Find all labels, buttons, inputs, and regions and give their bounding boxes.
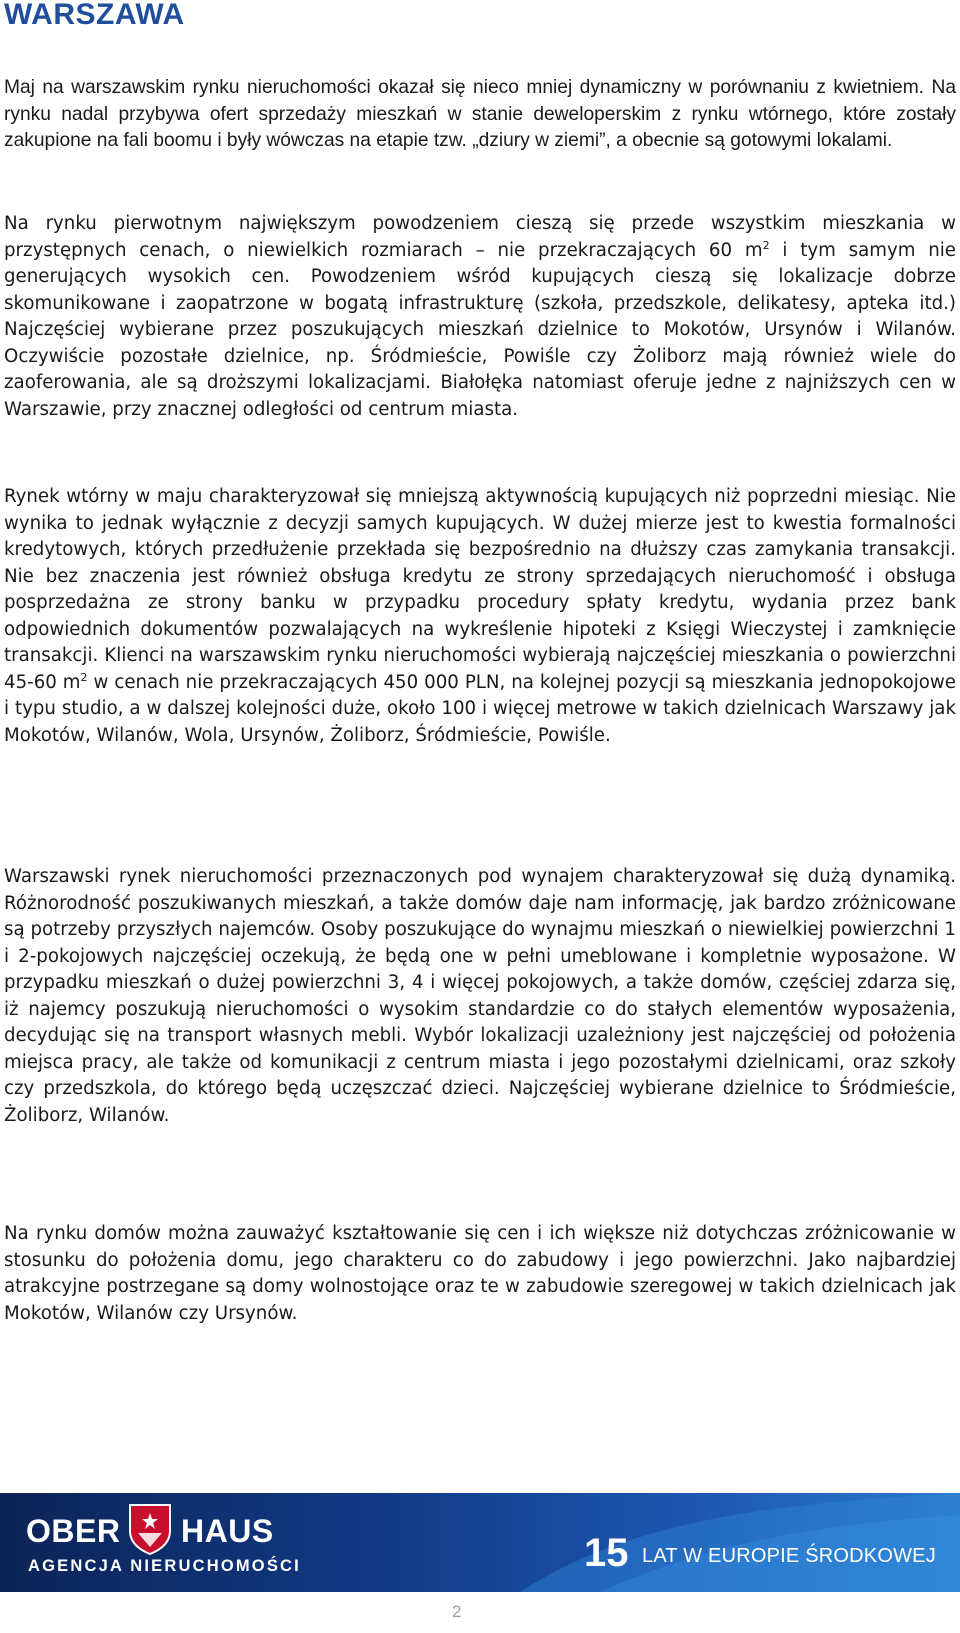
page-title: WARSZAWA <box>4 0 185 31</box>
paragraph-intro: Maj na warszawskim rynku nieruchomości okazał się nieco mniej dynamiczny w porównaniu z kwietniem. Na rynku nadal przybywa ofert sprzedaży mieszkań w stanie deweloperskim z rynku wtórnego, które zostały zakupione na fali boomu i były wówczas na etapie tzw. „dziury w ziemi”, a obecnie są gotowymi lokalami. <box>4 77 956 151</box>
agency-tagline: AGENCJA NIERUCHOMOŚCI <box>28 1557 301 1575</box>
paragraph-text: i tym samym nie generujących wysokich cen. Powodzeniem wśród kupujących cieszą się lokalizacje dobrze skomunikowane i zaopatrzone w bogatą infrastrukturę (szkoła, przedszkole, delikatesy, apteka itd.) Najczęściej wybierane przez poszukujących mieszkań dzielnice to Mokotów, Ursynów i Wilanów. Oczywiście pozostałe dzielnice, np. Śródmieście, Powiśle czy Żoliborz mają również wiele do zaoferowania, ale są droższymi lokalizacjami. Białołęka natomiast oferuje jedne z najniższych cen w Warszawie, przy znacznej odległości od centrum miasta. <box>4 239 956 420</box>
paragraph-primary-market <box>4 211 956 423</box>
years-number: 15 <box>584 1531 629 1575</box>
superscript: 2 <box>762 238 770 252</box>
footer-banner <box>0 1493 960 1592</box>
logo-text-ober: OBER <box>26 1513 121 1549</box>
crest-logo-icon <box>128 1503 172 1555</box>
paragraph-text: w cenach nie przekraczających 450 000 PLN, na kolejnej pozycji są mieszkania jednopokojowe i typu studio, a w dalszej kolejności duże, około 100 i więcej metrowe w takich dzielnicach Warszawy jak Mokotów, Wilanów, Wola, Ursynów, Żoliborz, Śródmieście, Powiśle. <box>4 671 956 746</box>
paragraph-text: Rynek wtórny w maju charakteryzował się mniejszą aktywnością kupujących niż poprzedni miesiąc. Nie wynika to jednak wyłącznie z decyzji samych kupujących. W dużej mierze jest to kwestia formalności kredytowych, których przedłużenie przekłada się bezpośrednio na dłuższy czas zamykania transakcji. Nie bez znaczenia jest również obsługa kredytu ze strony sprzedających nieruchomość i obsługa posprzedażna ze strony banku w przypadku procedury spłaty kredytu, wydania przez bank odpowiednich dokumentów pozwalających na wykreślenie hipoteki z Księgi Wieczystej i zamknięcie transakcji. Klienci na warszawskim rynku nieruchomości wybierają najczęściej mieszkania o powierzchni 45-60 m <box>4 486 956 693</box>
paragraph-rental-market: Warszawski rynek nieruchomości przeznaczonych pod wynajem charakteryzował się dużą dynamiką. Różnorodność poszukiwanych mieszkań, a także domów daje nam informację, jak bardzo zróżnicowane są potrzeby przyszłych najemców. Osoby poszukujące do wynajmu mieszkań o niewielkiej powierzchni 1 i 2-pokojowych najczęściej oczekują, że będą one w pełni umeblowane i kompletnie wyposażone. W przypadku mieszkań o dużej powierzchni 3, 4 i więcej pokojowych, a także domów, częściej zdarza się, iż najemcy poszukują nieruchomości o wysokim standardzie co do stałych elementów wyposażenia, decydując się na transport własnych mebli. Wybór lokalizacji uzależniony jest najczęściej od położenia miejsca pracy, ale także od komunikacji z centrum miasta i jego pozostałymi dzielnicami, oraz szkoły czy przedszkola, do którego będą uczęszczać dzieci. Najczęściej wybierane dzielnice to Śródmieście, Żoliborz, Wilanów. <box>4 866 956 1126</box>
paragraph-text: Na rynku pierwotnym największym powodzeniem cieszą się przede wszystkim mieszkania w przystępnych cenach, o niewielkich rozmiarach – nie przekraczających 60 m <box>4 213 956 261</box>
superscript: 2 <box>80 670 88 684</box>
years-tagline: LAT W EUROPIE ŚRODKOWEJ <box>642 1545 936 1567</box>
paragraph-houses-market: Na rynku domów można zauważyć kształtowanie się cen i ich większe niż dotychczas zróżnicowanie w stosunku do położenia domu, jego charakteru co do zabudowy i jego powierzchni. Jako najbardziej atrakcyjne postrzegane są domy wolnostojące oraz te w zabudowie szeregowej w takich dzielnicach jak Mokotów, Wilanów czy Ursynów. <box>4 1223 956 1324</box>
paragraph-secondary-market <box>4 484 956 749</box>
logo-text-haus: HAUS <box>181 1513 274 1549</box>
page-number: 2 <box>452 1602 462 1621</box>
